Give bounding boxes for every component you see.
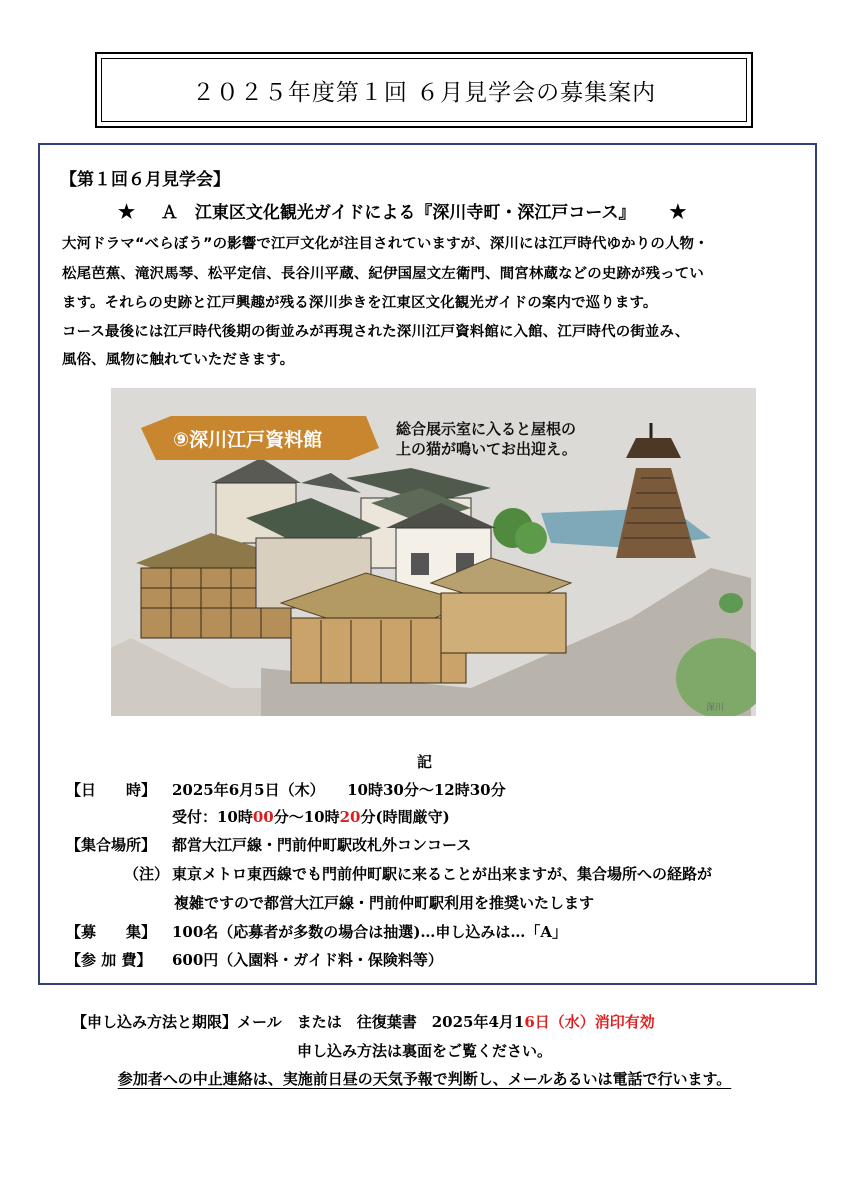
apply-method-note: 申し込み方法は裏面をご覧ください。 bbox=[296, 1042, 552, 1060]
intro-line-5: 風俗、風物に触れていただきます。 bbox=[62, 352, 295, 368]
star-icon-left: ★ bbox=[118, 201, 136, 223]
photo-caption-line-1: 総合展示室に入ると屋根の bbox=[396, 420, 577, 438]
ki-heading: 記 bbox=[416, 753, 432, 771]
title-box bbox=[95, 52, 753, 128]
reception-prefix: 受付：10時 bbox=[172, 808, 253, 826]
fee-label: 【参 加 費】 bbox=[66, 951, 152, 969]
intro-line-2: 松尾芭蕉、滝沢馬琴、松平定信、長谷川平蔵、紀伊国屋文左衛門、間宮林蔵などの史跡が残ってい bbox=[62, 266, 704, 282]
museum-banner-text: ⑨深川江戸資料館 bbox=[173, 429, 323, 451]
course-title-line bbox=[118, 198, 686, 223]
date-value: 2025年6月5日（木） 10時30分～12時30分 bbox=[172, 781, 506, 799]
apply-method-text: 【申し込み方法と期限】メール または 往復葉書 2025年4月1 bbox=[72, 1013, 525, 1031]
apply-method-line bbox=[72, 1011, 655, 1032]
reception-time bbox=[172, 806, 450, 827]
apply-deadline: 6日（水）消印有効 bbox=[524, 1013, 655, 1031]
date-label: 【日 時】 bbox=[66, 781, 157, 799]
section-heading: 【第１回６月見学会】 bbox=[60, 170, 230, 190]
course-title: Ａ 江東区文化観光ガイドによる『深川寺町・深江戸コース』 bbox=[160, 203, 636, 223]
note-label: （注） bbox=[124, 865, 170, 883]
star-icon-right: ★ bbox=[669, 201, 687, 223]
recruit-value: 100名（応募者が多数の場合は抽選)…申し込みは…「A」 bbox=[172, 923, 568, 941]
reception-suffix: 分(時間厳守) bbox=[360, 808, 450, 826]
reception-mid: 分～10時 bbox=[273, 808, 340, 826]
photo-caption-line-2: 上の猫が鳴いてお出迎え。 bbox=[396, 440, 577, 458]
reception-minute-start: 00 bbox=[252, 808, 274, 826]
page-title: ２０２５年度第１回 ６月見学会の募集案内 bbox=[191, 80, 657, 106]
place-value: 都営大江戸線・門前仲町駅改札外コンコース bbox=[172, 836, 472, 854]
intro-line-1: 大河ドラマ“べらぼう”の影響で江戸文化が注目されていますが、深川には江戸時代ゆかりの人物・ bbox=[62, 236, 709, 252]
reception-minute-end: 20 bbox=[339, 808, 361, 826]
cancellation-notice: 参加者への中止連絡は、実施前日昼の天気予報で判断し、メールあるいは電話で行います。 bbox=[117, 1070, 732, 1088]
museum-illustration bbox=[111, 388, 756, 716]
note-line-1: 東京メトロ東西線でも門前仲町駅に来ることが出来ますが、集合場所への経路が bbox=[172, 865, 713, 883]
museum-illustration-drawing bbox=[111, 388, 756, 716]
photo-corner-mark: 深川 bbox=[706, 703, 725, 713]
recruit-label: 【募 集】 bbox=[66, 923, 157, 941]
intro-line-3: ます。それらの史跡と江戸興趣が残る深川歩きを江東区文化観光ガイドの案内で巡ります。 bbox=[62, 295, 658, 311]
note-line-2: 複雑ですので都営大江戸線・門前仲町駅利用を推奨いたします bbox=[174, 894, 595, 912]
place-label: 【集合場所】 bbox=[66, 836, 157, 854]
fee-value: 600円（入園料・ガイド料・保険料等） bbox=[172, 951, 443, 969]
intro-line-4: コース最後には江戸時代後期の街並みが再現された深川江戸資料館に入館、江戸時代の街並み、 bbox=[62, 324, 690, 340]
